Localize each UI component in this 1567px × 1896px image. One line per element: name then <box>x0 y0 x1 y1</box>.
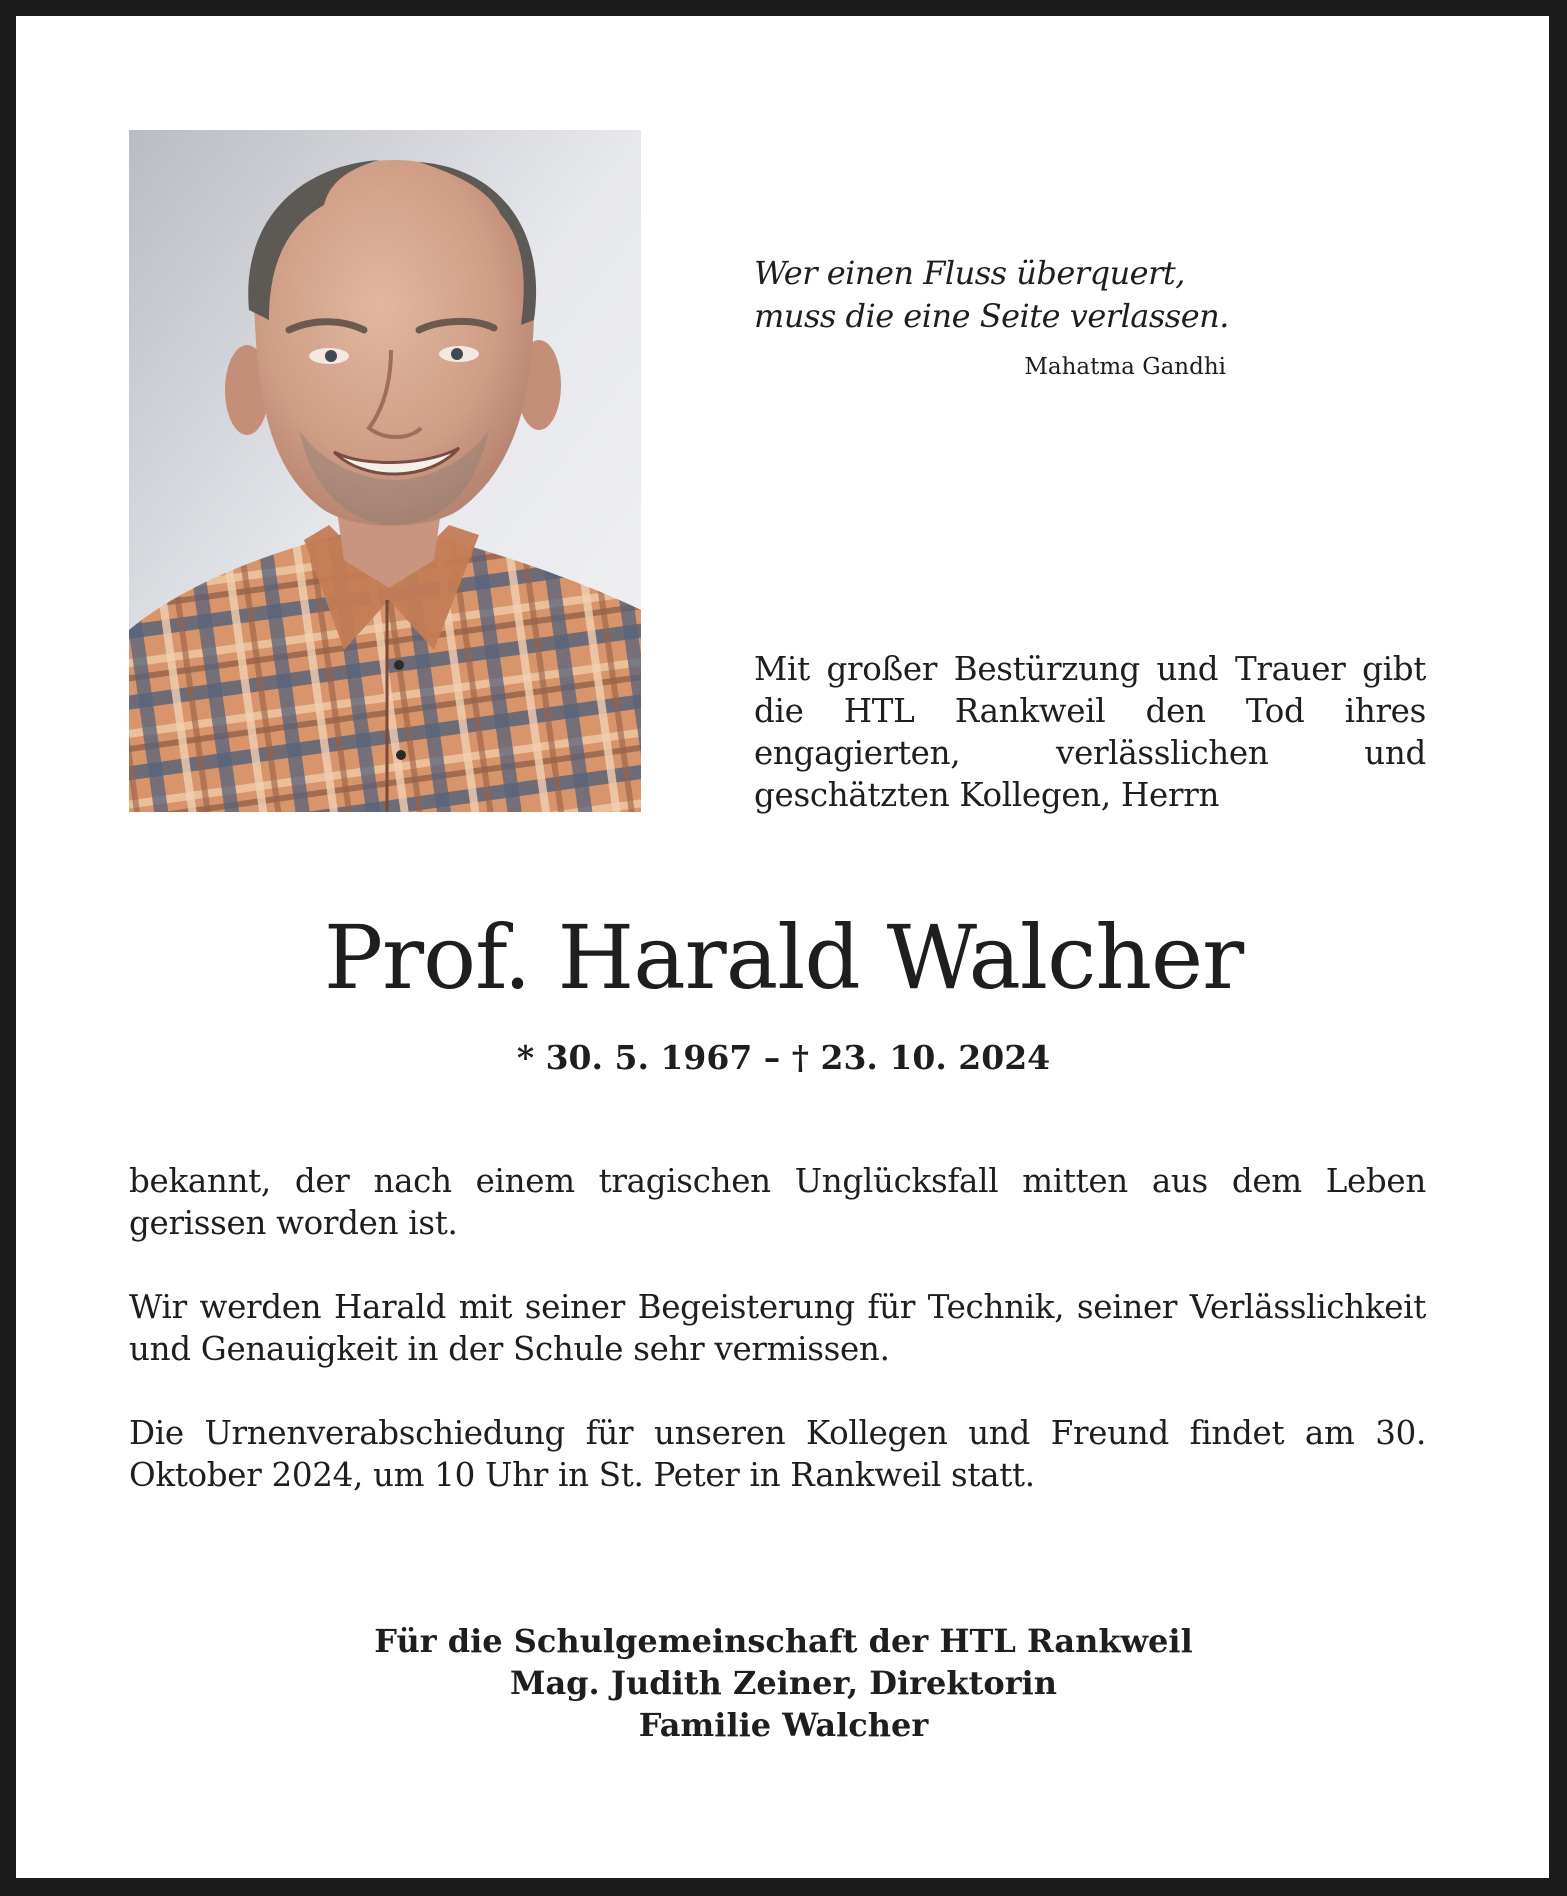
signature-line-1: Für die Schulgemeinschaft der HTL Rankweil <box>374 1622 1193 1660</box>
body-paragraph-1: bekannt, der nach einem tragischen Unglücksfall mitten aus dem Leben gerissen worden ist. <box>129 1162 1426 1242</box>
quote-author: Mahatma Gandhi <box>1024 354 1226 380</box>
body-paragraph-3: Die Urnenverabschiedung für unseren Kollegen und Freund findet am 30. Oktober 2024, um 10 Uhr in St. Peter in Rankweil statt. <box>129 1414 1426 1494</box>
signature-line-3: Familie Walcher <box>638 1706 929 1744</box>
quote-line-1: Wer einen Fluss überquert, <box>754 254 1185 292</box>
body-paragraph-2: Wir werden Harald mit seiner Begeisterung für Technik, seiner Verlässlichkeit und Genauigkeit in der Schule sehr vermissen. <box>129 1288 1426 1368</box>
obituary-page <box>16 16 1549 1878</box>
portrait-photo <box>129 130 641 812</box>
life-dates: * 30. 5. 1967 – † 23. 10. 2024 <box>516 1038 1051 1077</box>
intro-paragraph: Mit großer Bestürzung und Trauer gibt die HTL Rankweil den Tod ihres engagierten, verlässlichen und geschätzten Kollegen, Herrn <box>754 650 1426 814</box>
signature-line-2: Mag. Judith Zeiner, Direktorin <box>510 1664 1057 1702</box>
deceased-name: Prof. Harald Walcher <box>323 906 1244 1009</box>
quote-line-2: muss die eine Seite verlassen. <box>754 297 1229 335</box>
signature-block <box>0 1620 1567 1746</box>
quote <box>754 252 1234 338</box>
